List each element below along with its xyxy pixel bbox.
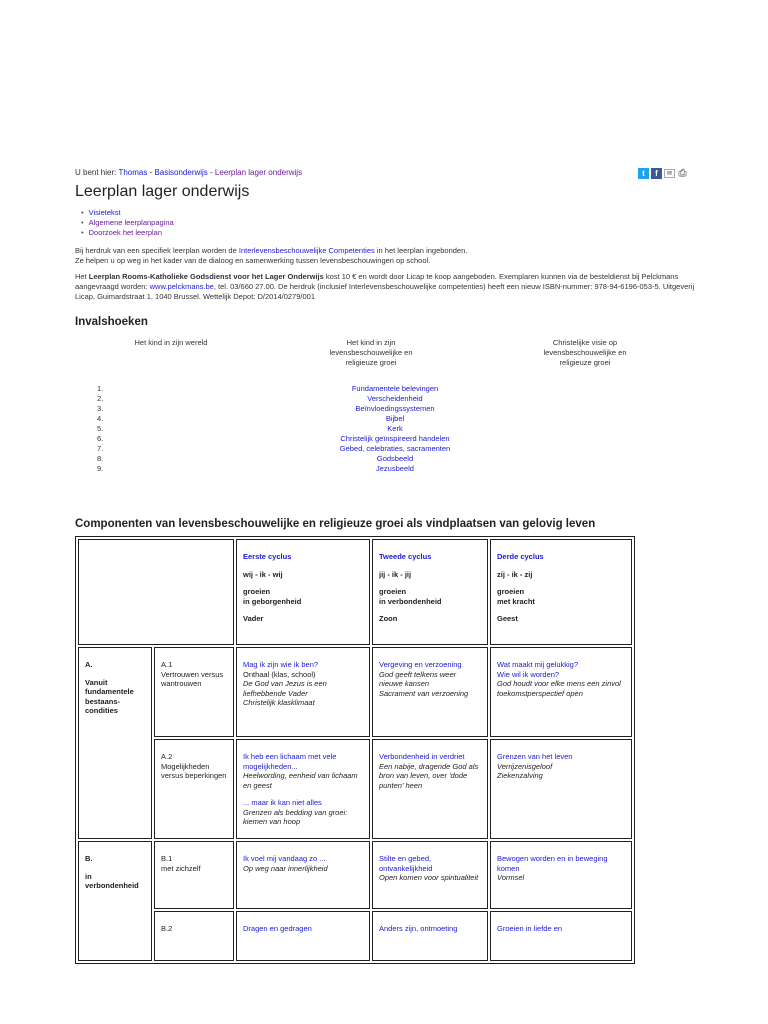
table-cell — [372, 739, 488, 839]
list-item — [89, 228, 174, 238]
table-corner-cell — [78, 539, 234, 645]
table-cell — [490, 739, 632, 839]
category-sub: Vanuit fundamentele bestaans-condities — [85, 677, 134, 715]
table-row — [78, 841, 632, 909]
component-code: A.2 — [161, 752, 173, 761]
topic-link[interactable]: Wie wil ik worden? — [497, 669, 560, 679]
link-interlevensbeschouwelijke-competenties[interactable]: Interlevensbeschouwelijke Competenties — [238, 246, 375, 255]
table-row — [78, 911, 632, 961]
item-number: 5. — [97, 424, 104, 433]
invalshoek-link[interactable]: Gebed, celebraties, sacramenten — [339, 444, 451, 453]
topic-link[interactable]: Stilte en gebed, ontvankelijkheid — [379, 854, 433, 873]
invalshoeken-list — [75, 384, 695, 474]
item-number: 9. — [97, 464, 104, 473]
table-cell — [490, 841, 632, 909]
cell-italic: Verrijzenisgeloof — [497, 761, 553, 771]
list-item — [75, 384, 695, 394]
component-desc: Mogelijkheden versus beperkingen — [161, 761, 227, 780]
topic-link[interactable]: Ik heb een lichaam met vele mogelijkheden... — [243, 752, 337, 771]
table-cell — [490, 911, 632, 961]
breadcrumb-separator: - — [207, 168, 215, 177]
invalshoek-link[interactable]: Christelijk geïnspireerd handelen — [340, 434, 450, 443]
topic-link[interactable]: Dragen en gedragen — [243, 924, 312, 933]
table-cell — [372, 647, 488, 737]
link-algemene-leerplanpagina[interactable]: Algemene leerplanpagina — [88, 218, 174, 227]
breadcrumb — [75, 168, 302, 177]
intro-text: , tel. 03/660 27.00. De herdruk (inclusief Interlevensbeschouwelijke competenties) heeft een nieuw ISBN-nummer: 978-94-6196-053-5. Uitgeverij Licap, Guimardstraat 1, 1040 Brussel. Wettelijk Depot: D/2014/0279/001 — [75, 282, 695, 301]
cell-italic: Vormsel — [497, 873, 525, 882]
cycle-groei: groeien — [379, 587, 407, 596]
intro-paragraph-1 — [75, 246, 695, 266]
invalshoek-link[interactable]: Kerk — [387, 424, 403, 433]
component-cell — [154, 911, 234, 961]
cell-italic: Open komen voor spiritualiteit — [379, 873, 479, 882]
breadcrumb-separator: - — [147, 168, 155, 177]
intro-paragraph-2 — [75, 272, 695, 302]
list-item — [75, 394, 695, 404]
cycle-formula: jij - ik - jij — [379, 569, 412, 579]
topic-link[interactable]: Groeien in liefde en — [497, 924, 563, 933]
cycle-formula: wij - ik - wij — [243, 569, 283, 579]
invalshoek-link[interactable]: Bijbel — [385, 414, 405, 423]
invalshoek-link[interactable]: Verscheidenheid — [367, 394, 423, 403]
cell-italic: Heelwording, eenheid van lichaam en geest — [243, 771, 358, 790]
category-label: B. — [85, 854, 93, 863]
list-item — [75, 454, 695, 464]
table-cell — [236, 841, 370, 909]
item-number: 1. — [97, 384, 104, 393]
invalshoek-link[interactable]: Jezusbeeld — [376, 464, 414, 473]
invalshoek-link[interactable]: Beïnvloedingssystemen — [355, 404, 435, 413]
share-bar — [638, 168, 688, 179]
component-code: B.2 — [161, 924, 173, 933]
cycle-header — [372, 539, 488, 645]
cell-italic: Grenzen als bedding van groei: kiemen van hoop — [243, 807, 348, 826]
component-desc: Vertrouwen versus wantrouwen — [161, 669, 224, 688]
cell-italic: Een nabije, dragende God als bron van leven, over 'dode punten' heen — [379, 761, 479, 790]
cycle-name: Derde cyclus — [497, 552, 544, 561]
links-list — [89, 208, 174, 238]
topic-link[interactable]: Bewogen worden en in beweging komen — [497, 854, 608, 873]
cell-italic: God geeft telkens weer nieuwe kansen — [379, 669, 457, 688]
topic-link[interactable]: ... maar ik kan niet alles — [243, 798, 322, 807]
table-cell — [236, 647, 370, 737]
component-cell — [154, 647, 234, 737]
component-code: B.1 — [161, 854, 173, 863]
category-cell-b — [78, 841, 152, 961]
column-header: Het kind in zijn levensbeschouwelijke en religieuze groei — [329, 338, 413, 367]
topic-link[interactable]: Wat maakt mij gelukkig? — [497, 660, 578, 669]
table-cell — [372, 911, 488, 961]
cycle-groei: groeien — [497, 587, 525, 596]
leerplan-title: Leerplan Rooms-Katholieke Godsdienst voor het Lager Onderwijs — [88, 272, 324, 281]
table-cell — [236, 911, 370, 961]
section-title-invalshoeken: Invalshoeken — [75, 316, 148, 328]
list-item — [89, 208, 174, 218]
column-header: Het kind in zijn wereld — [134, 338, 208, 347]
cell-text: Onthaal (klas, school) — [243, 669, 316, 679]
component-cell — [154, 739, 234, 839]
list-item — [75, 414, 695, 424]
mail-icon[interactable]: ✉ — [664, 169, 675, 178]
topic-link[interactable]: Ik voel mij vandaag zo ... — [243, 854, 326, 863]
column-header: Christelijke visie op levensbeschouwelijke en religieuze groei — [543, 338, 627, 367]
table-row — [78, 539, 632, 645]
cycle-name: Eerste cyclus — [243, 552, 292, 561]
list-item — [75, 434, 695, 444]
list-item — [89, 218, 174, 228]
facebook-icon[interactable]: f — [651, 168, 662, 179]
table-row — [78, 647, 632, 737]
component-code: A.1 — [161, 660, 173, 669]
intro-text: in het leerplan ingebonden. — [374, 246, 468, 255]
print-icon[interactable]: ⎙ — [678, 168, 687, 179]
item-number: 8. — [97, 454, 104, 463]
item-number: 3. — [97, 404, 104, 413]
list-item — [75, 464, 695, 474]
list-item — [75, 444, 695, 454]
item-number: 2. — [97, 394, 104, 403]
topic-link[interactable]: Anders zijn, ontmoeting — [379, 924, 458, 933]
cycle-name: Tweede cyclus — [379, 552, 432, 561]
table-cell — [372, 841, 488, 909]
cycle-figure: Geest — [497, 614, 518, 623]
link-pelckmans[interactable]: www.pelckmans.be — [149, 282, 214, 291]
cycle-groei: met kracht — [497, 596, 535, 606]
table-cell — [236, 739, 370, 839]
breadcrumb-item-leerplan[interactable]: Leerplan lager onderwijs — [214, 168, 303, 177]
cycle-groei: in verbondenheid — [379, 596, 442, 606]
list-item — [75, 404, 695, 414]
cell-italic: Christelijk klasklimaat — [243, 698, 315, 707]
cycle-groei: groeien — [243, 587, 271, 596]
cycle-figure: Vader — [243, 614, 264, 623]
breadcrumb-item-thomas[interactable]: Thomas — [118, 168, 148, 177]
cycle-header — [236, 539, 370, 645]
item-number: 4. — [97, 414, 104, 423]
link-doorzoek-leerplan[interactable]: Doorzoek het leerplan — [88, 228, 163, 237]
category-cell-a — [78, 647, 152, 839]
topic-link[interactable]: Vergeving en verzoening — [379, 660, 462, 669]
category-label: A. — [85, 660, 93, 669]
intro-text: Het — [75, 272, 89, 281]
topic-link[interactable]: Grenzen van het leven — [497, 752, 573, 761]
category-sub: in verbondenheid — [85, 871, 139, 890]
componenten-table — [75, 536, 635, 964]
page-title: Leerplan lager onderwijs — [75, 183, 250, 200]
item-number: 6. — [97, 434, 104, 443]
table-row — [78, 739, 632, 839]
invalshoek-link[interactable]: Fundamentele belevingen — [351, 384, 439, 393]
cell-italic: Sacrament van verzoening — [379, 688, 469, 698]
list-item — [75, 424, 695, 434]
table-cell — [490, 647, 632, 737]
intro-text: Ze helpen u op weg in het kader van de dialoog en samenwerking tussen levensbeschouwingen op school. — [75, 256, 431, 265]
section-title-componenten: Componenten van levensbeschouwelijke en religieuze groei als vindplaatsen van gelovig leven — [75, 518, 596, 530]
item-number: 7. — [97, 444, 104, 453]
breadcrumb-item-basisonderwijs[interactable]: Basisonderwijs — [154, 168, 208, 177]
topic-link[interactable]: Verbondenheid in verdriet — [379, 752, 465, 761]
cell-italic: De God van Jezus is een liefhebbende Vader — [243, 679, 327, 698]
twitter-icon[interactable]: t — [638, 168, 649, 179]
invalshoek-link[interactable]: Godsbeeld — [376, 454, 414, 463]
cell-italic: Op weg naar innerlijkheid — [243, 863, 328, 873]
link-visietekst[interactable]: Visietekst — [88, 208, 121, 217]
cell-italic: God houdt voor elke mens een zinvol toekomstperspectief open — [497, 679, 621, 698]
cell-italic: Ziekenzalving — [497, 771, 543, 780]
cycle-formula: zij - ik - zij — [497, 569, 533, 579]
component-cell — [154, 841, 234, 909]
component-desc: met zichzelf — [161, 863, 201, 873]
cycle-header — [490, 539, 632, 645]
intro-text: Bij herdruk van een specifiek leerplan worden de — [75, 246, 239, 255]
topic-link[interactable]: Mag ik zijn wie ik ben? — [243, 660, 319, 669]
cycle-groei: in geborgenheid — [243, 596, 302, 606]
intro-text: kost 10 € en wordt door Licap te koop aangeboden. Exemplaren kunnen via de besteldienst bij Pelckmans aangevraagd worden: — [75, 272, 679, 291]
breadcrumb-prefix: U bent hier: — [75, 168, 119, 177]
cycle-figure: Zoon — [379, 614, 398, 623]
